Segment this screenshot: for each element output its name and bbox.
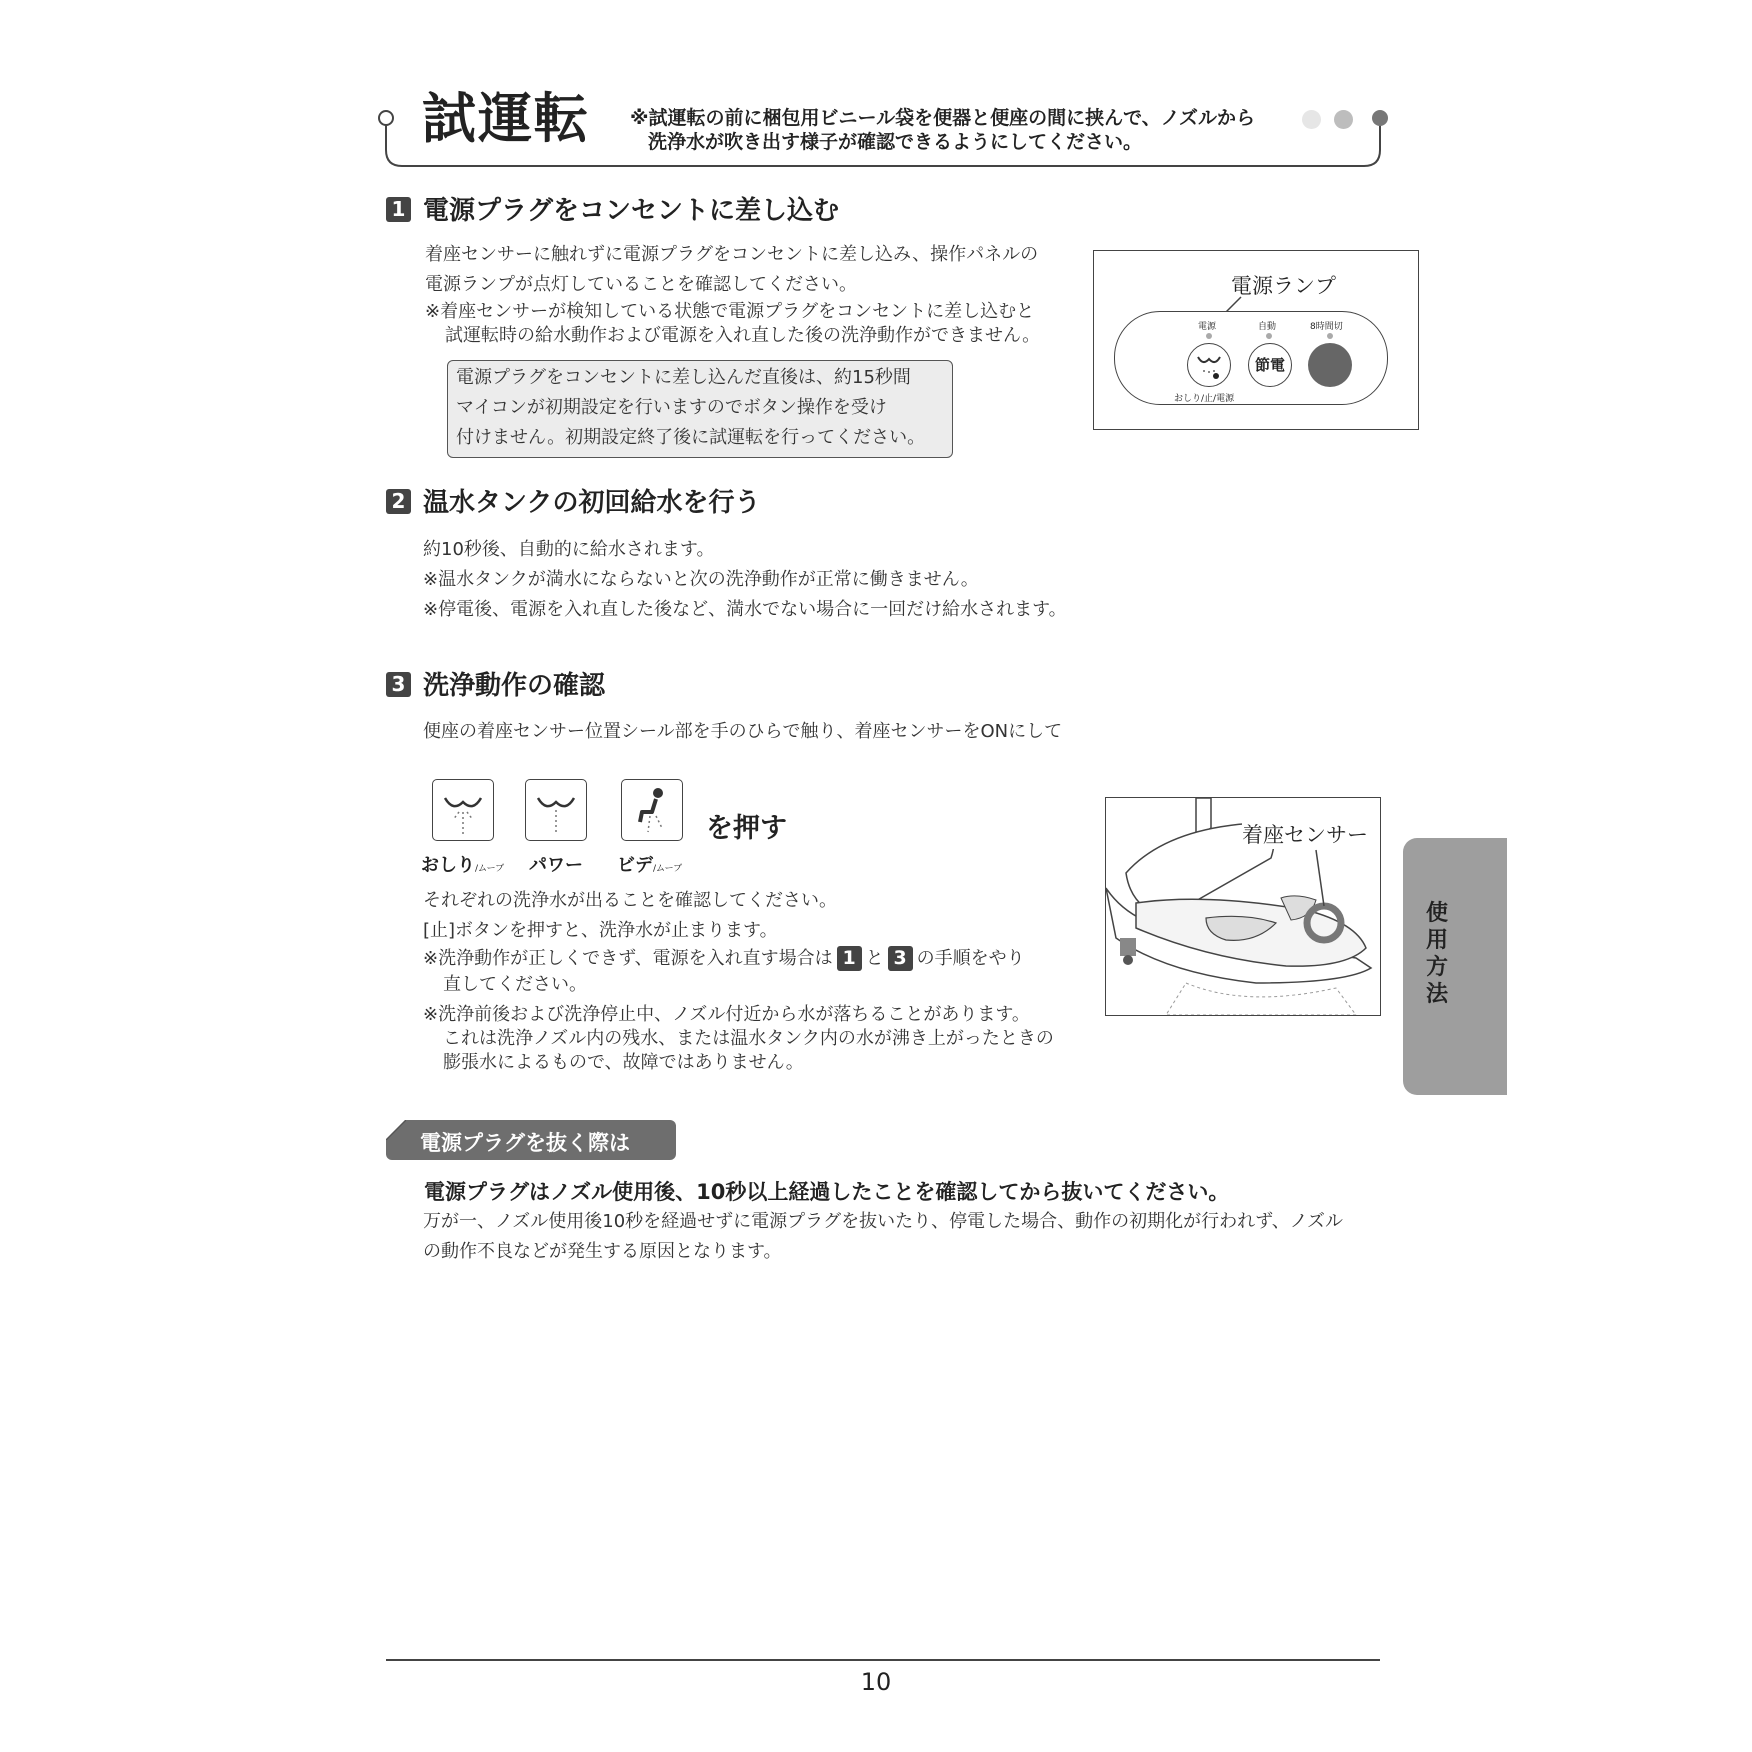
oshiri-sub-label: /ムーブ [475,864,505,874]
warning-line1: 万が一、ノズル使用後10秒を経過せずに電源プラグを抜いたり、停電した場合、動作の初期化が行われず、ノズル [423,1211,1344,1232]
bidet-label-text: ビデ [617,855,653,876]
bidet-button[interactable] [621,779,683,841]
step2-body [423,535,1067,625]
progress-dot-1 [1302,110,1321,129]
step2-line3: ※停電後、電源を入れ直した後など、満水でない場合に一回だけ給水されます。 [423,599,1067,620]
header-note-line2: 洗浄水が吹き出す様子が確認できるようにしてください。 [648,131,1143,153]
step3-heading-text: 洗浄動作の確認 [423,671,606,701]
wash-icon [1188,344,1230,386]
step1-box-line3: 付けません。初期設定終了後に試運転を行ってください。 [456,427,926,448]
seat-sensor-label: 着座センサー [1242,819,1368,849]
panel-saving-button[interactable] [1248,343,1292,387]
lamp-auto-label: 自動 [1258,322,1277,332]
warning-bold-line: 電源プラグはノズル使用後、10秒以上経過したことを確認してから抜いてください。 [424,1180,1230,1204]
step2-heading-text: 温水タンクの初回給水を行う [423,488,761,518]
step3-note2-line2: これは洗浄ノズル内の残水、または温水タンク内の水が沸き上がったときの [443,1028,1054,1049]
step3-note1-num-b: 3 [888,946,913,971]
step3-number: 3 [386,672,411,697]
footer-rule [386,1659,1380,1661]
lamp-power-label: 電源 [1198,322,1217,332]
section-side-tab [1403,838,1507,1095]
step1-number: 1 [386,197,411,222]
step1-body [425,240,1038,300]
step1-box-line2: マイコンが初期設定を行いますのでボタン操作を受け [456,397,887,418]
bidet-icon [622,780,682,840]
step1-note-line2: 試運転時の給水動作および電源を入れ直した後の洗浄動作ができません。 [445,325,1041,346]
oshiri-label-text: おしり [421,855,475,876]
step1-box-line1: 電源プラグをコンセントに差し込んだ直後は、約15秒間 [456,367,911,388]
step3-note1-mid: と [865,948,884,969]
saving-button-label: 節電 [1254,356,1285,374]
progress-dot-2 [1334,110,1353,129]
power-wash-icon [526,780,586,840]
step3-note1 [423,946,1025,998]
lamp-8h-label: 8時間切 [1310,322,1343,332]
step2-heading [386,488,760,518]
power-button[interactable] [525,779,587,841]
step3-heading [386,671,605,701]
warning-tab-label: 電源プラグを抜く際は [420,1131,630,1155]
lamp-power-indicator [1206,333,1212,339]
step1-notice-box [447,360,953,458]
oshiri-label [421,851,504,877]
bidet-sub-label: /ムーブ [653,864,683,874]
lamp-auto-indicator [1266,333,1272,339]
step3-line1: それぞれの洗浄水が出ることを確認してください。 [423,890,837,911]
step1-line2: 電源ランプが点灯していることを確認してください。 [425,274,857,295]
step2-line1: 約10秒後、自動的に給水されます。 [423,539,715,560]
warning-corner [386,1120,406,1140]
oshiri-button[interactable] [432,779,494,841]
oshiri-icon [433,780,493,840]
step3-note2-line1: ※洗浄前後および洗浄停止中、ノズル付近から水が落ちることがあります。 [423,1004,1030,1025]
page-number: 10 [860,1668,892,1696]
step2-number: 2 [386,489,411,514]
step2-line2: ※温水タンクが満水にならないと次の洗浄動作が正常に働きません。 [423,569,979,590]
step1-note-line1: ※着座センサーが検知している状態で電源プラグをコンセントに差し込むと [425,301,1035,322]
step3-note1-line2: 直してください。 [443,974,587,995]
step1-note [425,300,1040,348]
toilet-figure [1105,797,1381,1016]
header-note [630,106,1255,154]
step3-body [423,886,837,946]
warning-body [423,1207,1343,1267]
step1-heading [386,196,839,226]
step3-note2 [423,1003,1054,1075]
header-note-line1: ※試運転の前に梱包用ビニール袋を便器と便座の間に挟んで、ノズルから [630,107,1255,129]
step3-line2: [止]ボタンを押すと、洗浄水が止まります。 [423,920,778,941]
step1-heading-text: 電源プラグをコンセントに差し込む [423,196,840,226]
step3-note1-post: の手順をやり [916,948,1025,969]
page-title: 試運転 [422,87,590,150]
panel-8h-button[interactable] [1308,343,1352,387]
step3-note1-pre: ※洗浄動作が正しくできず、電源を入れ直す場合は [423,948,833,969]
panel-bottom-label: おしり/止/電源 [1174,394,1235,404]
step1-line1: 着座センサーに触れずに電源プラグをコンセントに差し込み、操作パネルの [425,244,1039,265]
panel-wash-button[interactable] [1187,343,1231,387]
side-tab-label: 使用方法 [1425,901,1448,1007]
step3-note1-line1 [423,946,1025,972]
control-panel-figure [1093,250,1419,430]
bidet-label [617,851,682,877]
warning-line2: の動作不良などが発生する原因となります。 [423,1241,782,1262]
power-lamp-callout: 電源ランプ [1231,274,1336,298]
step3-note1-num-a: 1 [837,946,862,971]
step3-note2-line3: 膨張水によるもので、故障ではありません。 [443,1052,804,1073]
press-label: を押す [706,813,787,844]
lamp-8h-indicator [1327,333,1333,339]
power-label: パワー [529,855,583,876]
step3-intro: 便座の着座センサー位置シール部を手のひらで触り、着座センサーをONにして [423,721,1063,742]
